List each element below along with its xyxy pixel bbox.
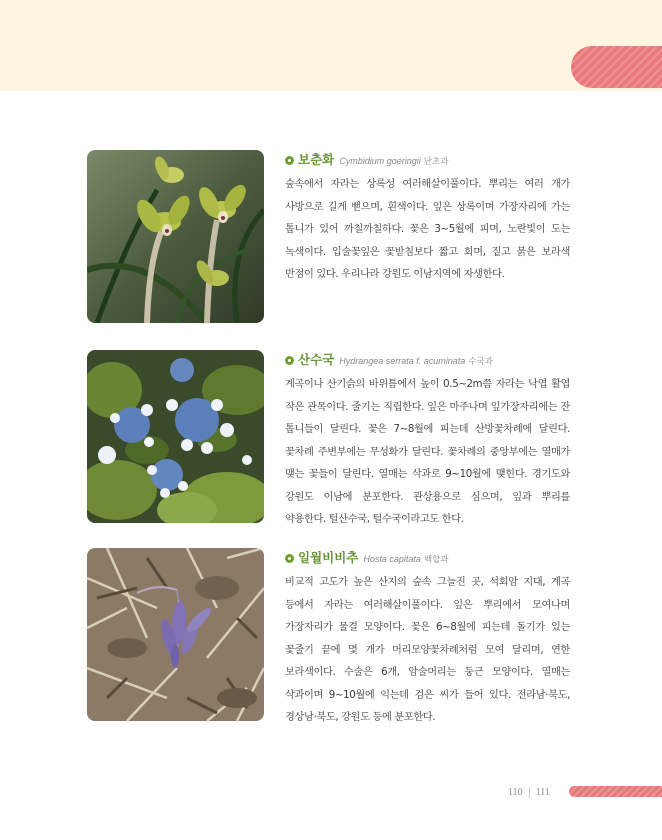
- scientific-name: Cymbidium goeringii: [339, 156, 421, 166]
- plant-text: [285, 548, 570, 730]
- family-name: 백합과: [423, 555, 449, 565]
- right-page-number: 111: [535, 786, 550, 798]
- plant-photo-hosta: [87, 548, 264, 721]
- plant-heading: [285, 150, 570, 170]
- footer-tab-decoration: [569, 786, 662, 797]
- left-page-number: 110: [508, 786, 523, 798]
- bullet-icon: [285, 156, 294, 165]
- korean-name: 일월비비추: [298, 550, 359, 565]
- scientific-name: Hosta capitata: [363, 554, 421, 564]
- scientific-name: Hydrangea serrata f. acuminata: [339, 356, 466, 366]
- chapter-tab-decoration: [571, 46, 662, 88]
- page-numbers: [508, 784, 550, 800]
- plant-text: [285, 350, 570, 532]
- page-number-divider: [529, 787, 530, 798]
- top-header-band: [0, 0, 662, 91]
- plant-photo-hydrangea: [87, 350, 264, 523]
- korean-name: 보춘화: [298, 152, 335, 167]
- family-name: 수국과: [468, 357, 493, 367]
- family-name: 난초과: [423, 157, 449, 167]
- plant-description: 비교적 고도가 높은 산지의 숲속 그늘진 곳, 석회암 지대, 계곡 등에서 자라는 여러해살이풀이다. 잎은 뿌리에서 모여나며 가장자리가 물결 모양이다. 꽃은 6~8월에 피는데 돌기가 있는 꽃줄기 끝에 몇 개가 머리모양꽃차례처럼 모여 달리며, 연한 보라색이다. 수술은 6개, 암술머리는 둥근 모양이다. 열매는 삭과이며 9~10월에 익는데 검은 씨가 들어 있다. 전라남·북도, 경상남·북도, 강원도 등에 분포한다.: [285, 577, 570, 723]
- plant-description: 숲속에서 자라는 상록성 여러해살이풀이다. 뿌리는 여러 개가 사방으로 길게 뻗으며, 흰색이다. 잎은 상록이며 가장자리에 가는 톱니가 있어 까칠까칠하다. 꽃은 3~5월에 피며, 노란빛이 도는 녹색이다. 입술꽃잎은 꽃받침보다 짧고 희며, 짙고 붉은 보라색 반점이 있다. 우리나라 강원도 이남지역에 자생한다.: [285, 179, 570, 280]
- plant-description: 계곡이나 산기슭의 바위틈에서 높이 0.5~2m쯤 자라는 낙엽 활엽 작은 관목이다. 줄기는 직립한다. 잎은 마주나며 잎가장자리에는 잔 톱니들이 달린다. 꽃은 7~8월에 피는데 산방꽃차례에 달린다. 꽃차례 주변부에는 무성화가 달린다. 꽃차례의 중앙부에는 열매가 맺는 꽃들이 달린다. 열매는 삭과로 9~10월에 맺힌다. 경기도와 강원도 이남에 분포한다. 관상용으로 심으며, 잎과 뿌리를 약용한다. 털산수국, 털수국이라고도 한다.: [285, 379, 570, 525]
- korean-name: 산수국: [298, 352, 335, 367]
- plant-heading: [285, 548, 570, 568]
- bullet-icon: [285, 356, 294, 365]
- bullet-icon: [285, 554, 294, 563]
- plant-text: [285, 150, 570, 287]
- plant-heading: [285, 350, 570, 370]
- plant-photo-cymbidium: [87, 150, 264, 323]
